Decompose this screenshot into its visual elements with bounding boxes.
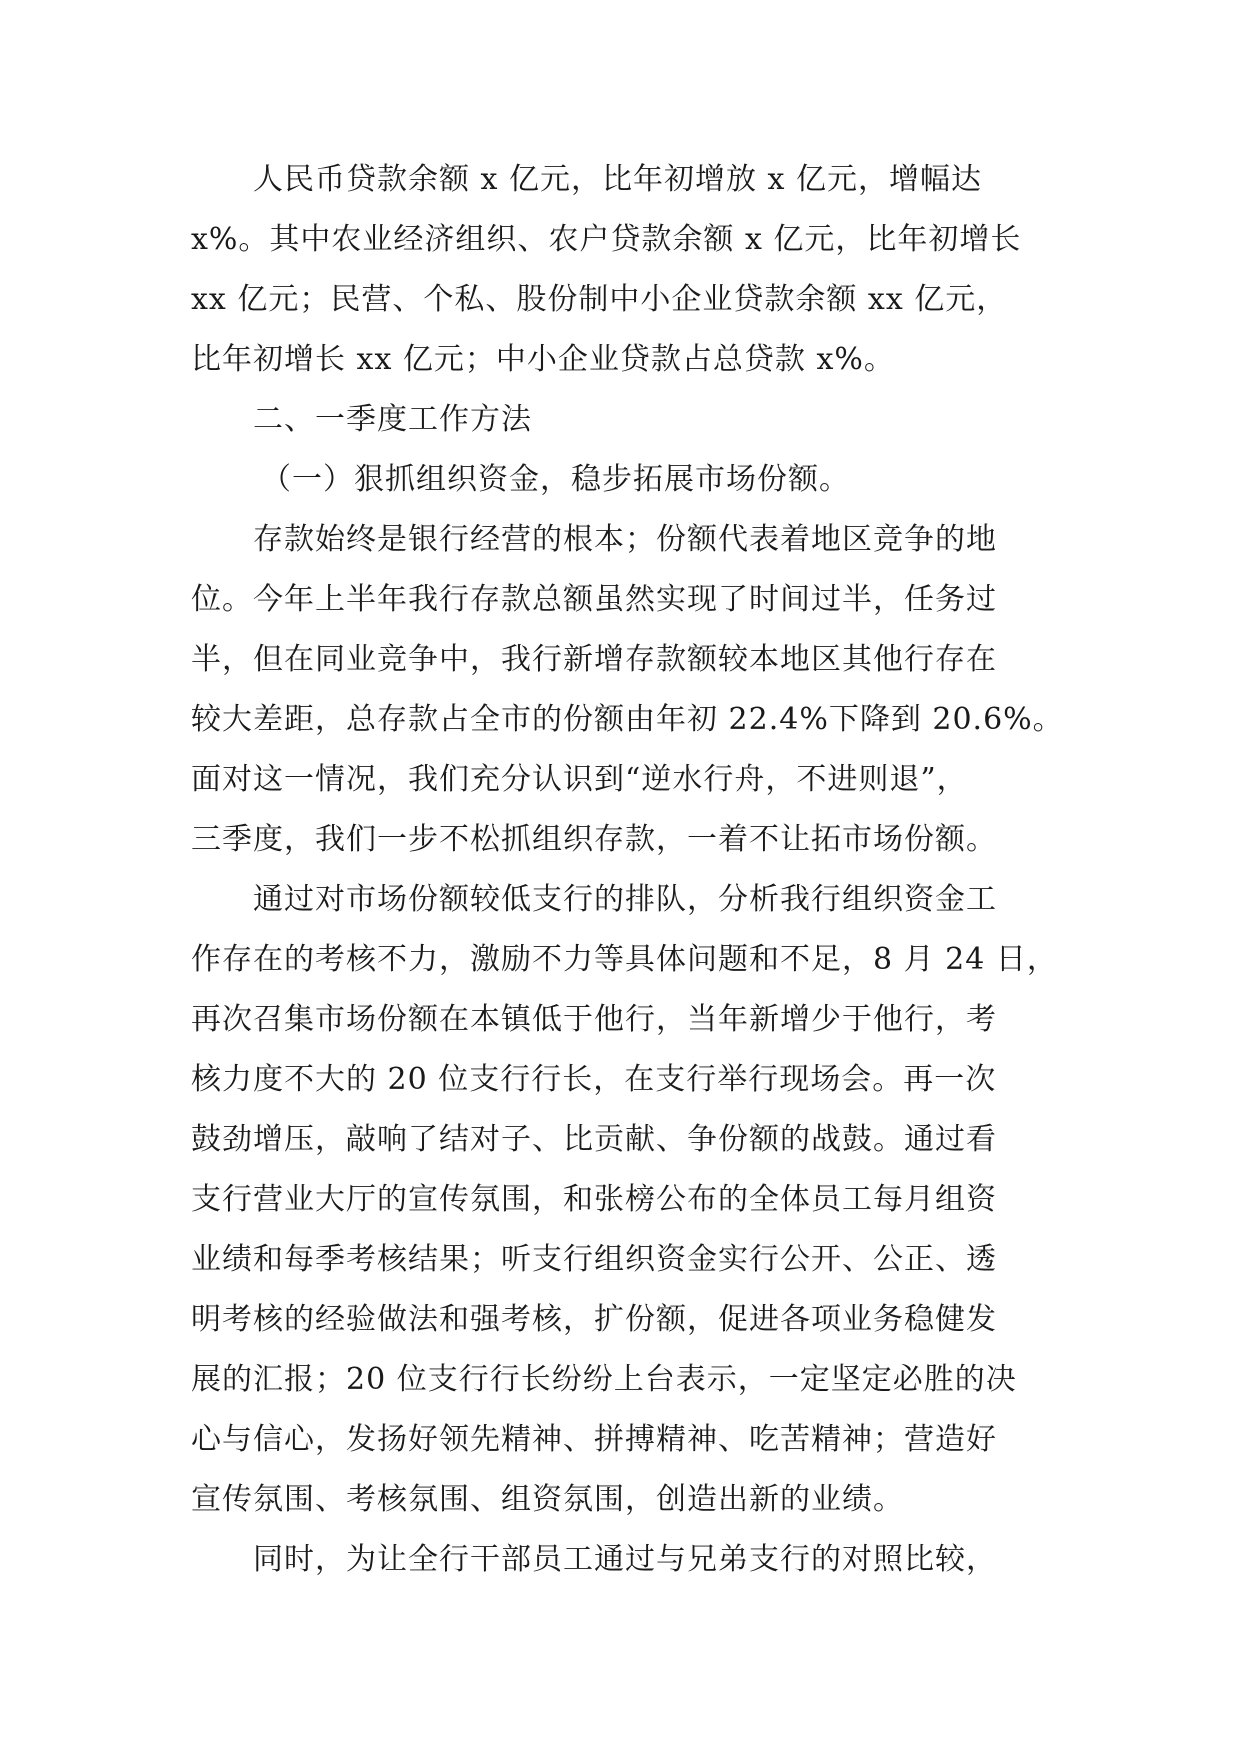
text-line: 三季度，我们一步不松抓组织存款，一着不让拓市场份额。 <box>191 822 997 857</box>
section-heading: 二、一季度工作方法 <box>253 402 532 437</box>
text-line: 心与信心，发扬好领先精神、拼搏精神、吃苦精神；营造好 <box>191 1422 997 1457</box>
text-line: 面对这一情况，我们充分认识到“逆水行舟，不进则退”， <box>191 762 968 797</box>
text-line: 宣传氛围、考核氛围、组资氛围，创造出新的业绩。 <box>191 1482 904 1517</box>
text-line: x%。其中农业经济组织、农户贷款余额 x 亿元，比年初增长 <box>191 222 1022 257</box>
text-line: 位。今年上半年我行存款总额虽然实现了时间过半，任务过 <box>191 582 997 617</box>
text-line: 较大差距，总存款占全市的份额由年初 22.4%下降到 20.6%。 <box>191 702 1064 737</box>
text-line: 同时，为让全行干部员工通过与兄弟支行的对照比较， <box>253 1542 997 1577</box>
text-line: 存款始终是银行经营的根本；份额代表着地区竞争的地 <box>253 522 997 557</box>
text-line: 半，但在同业竞争中，我行新增存款额较本地区其他行存在 <box>191 642 997 677</box>
document-body <box>191 150 1071 1590</box>
text-line: 明考核的经验做法和强考核，扩份额，促进各项业务稳健发 <box>191 1302 997 1337</box>
text-line: xx 亿元；民营、个私、股份制中小企业贷款余额 xx 亿元， <box>191 282 1008 317</box>
subsection-heading: （一）狠抓组织资金，稳步拓展市场份额。 <box>261 462 850 497</box>
text-line: 比年初增长 xx 亿元；中小企业贷款占总贷款 x%。 <box>191 342 895 377</box>
text-line: 鼓劲增压，敲响了结对子、比贡献、争份额的战鼓。通过看 <box>191 1122 997 1157</box>
text-line: 人民币贷款余额 x 亿元，比年初增放 x 亿元，增幅达 <box>253 162 982 197</box>
text-line: 通过对市场份额较低支行的排队，分析我行组织资金工 <box>253 882 997 917</box>
text-line: 展的汇报；20 位支行行长纷纷上台表示，一定坚定必胜的决 <box>191 1362 1017 1397</box>
text-line: 作存在的考核不力，激励不力等具体问题和不足，8 月 24 日， <box>191 942 1058 977</box>
text-line: 支行营业大厅的宣传氛围，和张榜公布的全体员工每月组资 <box>191 1182 997 1217</box>
text-line: 业绩和每季考核结果；听支行组织资金实行公开、公正、透 <box>191 1242 997 1277</box>
text-line: 核力度不大的 20 位支行行长，在支行举行现场会。再一次 <box>191 1062 997 1097</box>
text-line: 再次召集市场份额在本镇低于他行，当年新增少于他行，考 <box>191 1002 997 1037</box>
